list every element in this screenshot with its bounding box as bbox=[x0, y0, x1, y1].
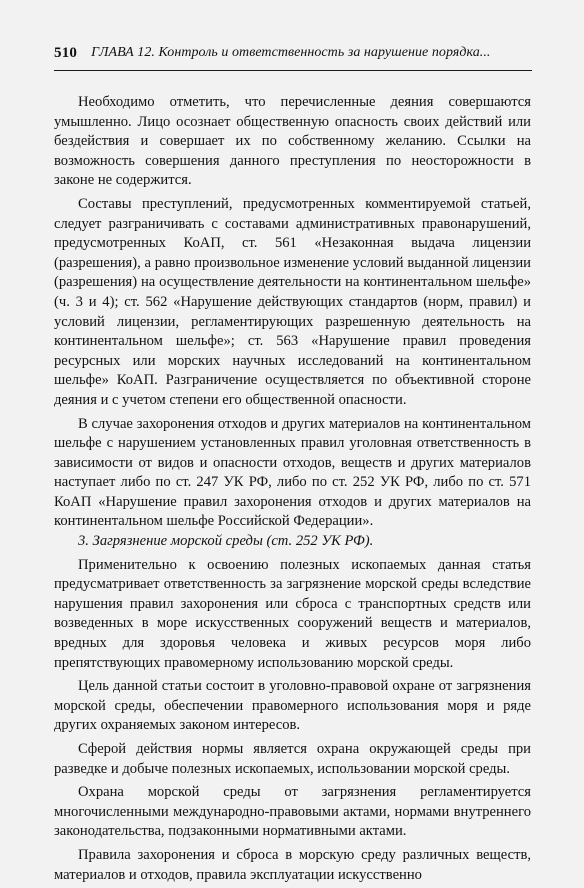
paragraph-dumping-rules: Правила захоронения и сброса в морскую среду различных веществ, материалов и отходов, правила эксплуатации искусственно bbox=[54, 846, 531, 883]
section-heading-marine-pollution: 3. Загрязнение морской среды (ст. 252 УК РФ). bbox=[78, 533, 374, 550]
paragraph-article-scope: Применительно к освоению полезных ископаемых данная статья предусматривает ответственность за загрязнение морской среды вследствие нарушения правил захоронения или сброса с транспортных средств или возведенных в море искусственных сооружений веществ и материалов, вредных для здоровья человека и живых ресурсов моря либо препятствующих правомерному использованию морской среды. bbox=[54, 556, 531, 671]
paragraph-distinction-from-offences: Составы преступлений, предусмотренных комментируемой статьей, следует разграничивать с составами административных правонарушений, предусмотренных КоАП, ст. 561 «Незаконная выдача лицензии (разрешения), а равно произвольное изменение условий выданной лицензии (разрешения) на осуществление деятельности на континентальном шельфе» (ч. 3 и 4); ст. 562 «Нарушение действующих стандартов (норм, правил) и условий лицензии, регламентирующих разрешенную деятельность на континентальном шельфе»; ст. 563 «Нарушение правил проведения ресурсных или морских научных исследований на континентальном шельфе» КоАП. Разграничение осуществляется по объективной стороне деяния и с учетом степени его общественной опасности. bbox=[54, 195, 531, 408]
paragraph-intentional-acts: Необходимо отметить, что перечисленные деяния совершаются умышленно. Лицо осознает общественную опасность своих действий или бездействия и совершает их по собственному желанию. Ссылки на возможность совершения данного преступления по неосторожности в законе не содержится. bbox=[54, 94, 531, 189]
page-number: 510 bbox=[54, 45, 78, 61]
paragraph-waste-burial: В случае захоронения отходов и других материалов на континентальном шельфе с нарушением установленных правил уголовная ответственность в зависимости от видов и опасности отходов, веществ и других материалов наступает либо по ст. 247 УК РФ, либо по ст. 252 УК РФ, либо по ст. 571 КоАП «Нарушение правил захоронения отходов и других материалов на континентальном шельфе Российской Федерации». bbox=[54, 415, 531, 530]
running-header bbox=[54, 44, 532, 71]
paragraph-norm-sphere: Сферой действия нормы является охрана окружающей среды при разведке и добыче полезных ископаемых, использовании морской среды. bbox=[54, 741, 531, 777]
paragraph-regulation: Охрана морской среды от загрязнения регламентируется многочисленными международно-правовыми актами, нормами внутреннего законодательства, подзаконными нормативными актами. bbox=[54, 784, 531, 840]
body-text bbox=[54, 93, 531, 885]
running-title: ГЛАВА 12. Контроль и ответственность за нарушение порядка... bbox=[91, 45, 491, 60]
paragraph-article-purpose: Цель данной статьи состоит в уголовно-правовой охране от загрязнения морской среды, обеспечении правомерного использования моря и ряде других охраняемых законом интересов. bbox=[54, 678, 531, 734]
